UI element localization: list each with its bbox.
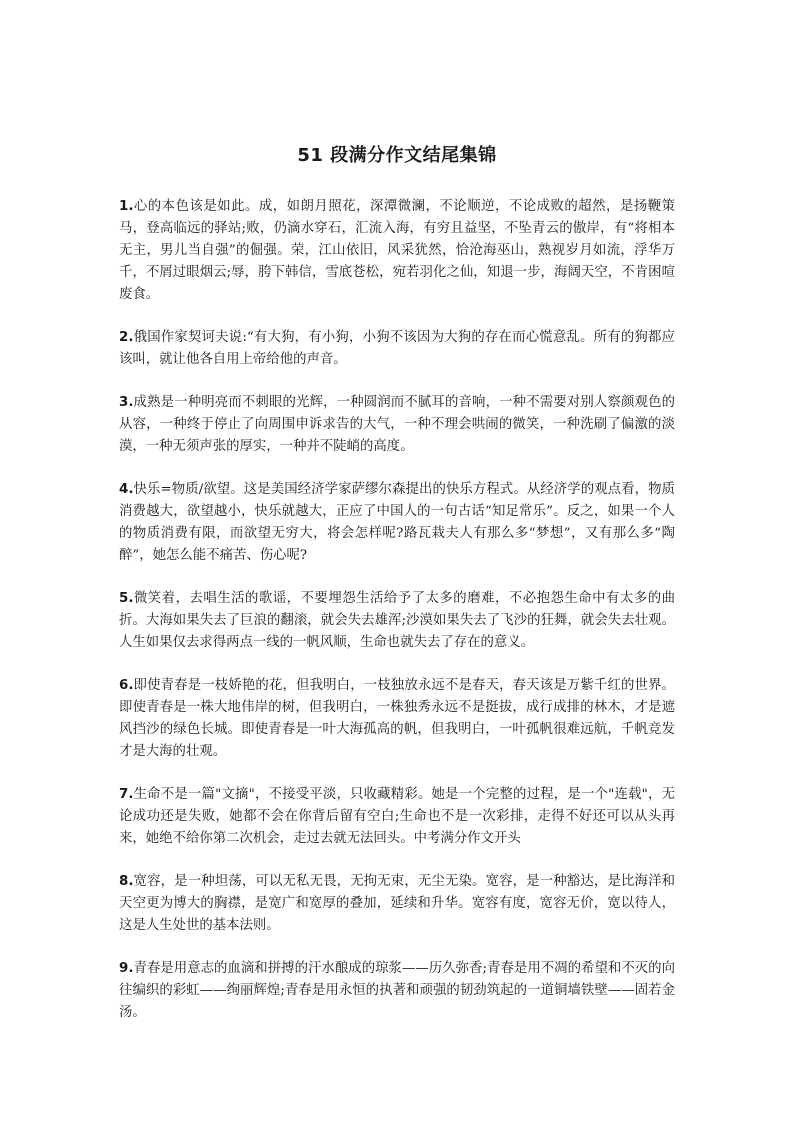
paragraph-text: 快乐=物质/欲望。这是美国经济学家萨缪尔森提出的快乐方程式。从经济学的观点看，物质消费越大，欲望越小，快乐就越大，正应了中国人的一句古话“知足常乐”。反之，如果一个人的物质消费有限，而欲望无穷大，将会怎样呢?路瓦栽夫人有那么多“梦想”，又有那么多“陶醉”，她怎么能不痛苦、伤心呢? xyxy=(119,482,675,563)
paragraph-number: 2. xyxy=(119,330,134,345)
paragraph-number: 4. xyxy=(119,482,134,497)
paragraph-6 xyxy=(119,675,675,763)
paragraph-7 xyxy=(119,784,675,850)
paragraph-text: 即使青春是一枝娇艳的花，但我明白，一枝独放永远不是春天，春天该是万紫千红的世界。即使青春是一株大地伟岸的树，但我明白，一株独秀永远不是挺拔，成行成排的林木，才是遮风挡沙的绿色长城。即使青春是一叶大海孤高的帆，但我明白，一叶孤帆很难远航，千帆竞发才是大海的壮观。 xyxy=(119,678,675,759)
document-title: 51 段满分作文结尾集锦 xyxy=(297,145,497,166)
paragraph-number: 8. xyxy=(119,874,134,889)
paragraph-text: 成熟是一种明亮而不刺眼的光辉，一种圆润而不腻耳的音响，一种不需要对别人察颜观色的从容，一种终于停止了向周围申诉求告的大气，一种不理会哄闹的微笑，一种洗刷了偏激的淡漠，一种无须声张的厚实，一种并不陡峭的高度。 xyxy=(119,395,675,454)
paragraph-text: 宽容，是一种坦荡，可以无私无畏，无拘无束，无尘无染。宽容，是一种豁达，是比海洋和天空更为博大的胸襟，是宽广和宽厚的叠加，延续和升华。宽容有度，宽容无价，宽以待人，这是人生处世的基本法则。 xyxy=(119,874,675,933)
paragraph-text: 青春是用意志的血滴和拼搏的汗水酿成的琼浆——历久弥香;青春是用不凋的希望和不灭的向往编织的彩虹——绚丽辉煌;青春是用永恒的执著和顽强的韧劲筑起的一道铜墙铁壁——固若金汤。 xyxy=(119,961,675,1020)
paragraph-5 xyxy=(119,588,675,654)
paragraph-number: 5. xyxy=(119,591,134,606)
paragraph-number: 3. xyxy=(119,395,134,410)
paragraph-number: 7. xyxy=(119,787,134,802)
paragraph-8 xyxy=(119,871,675,937)
paragraph-text: 生命不是一篇"文摘"，不接受平淡，只收藏精彩。她是一个完整的过程，是一个"连载"，无论成功还是失败，她都不会在你背后留有空白;生命也不是一次彩排，走得不好还可以从头再来，她绝不给你第二次机会，走过去就无法回头。中考满分作文开头 xyxy=(119,787,675,846)
paragraph-4 xyxy=(119,479,675,567)
paragraph-2 xyxy=(119,327,675,371)
paragraph-1 xyxy=(119,196,675,306)
paragraph-number: 9. xyxy=(119,961,134,976)
paragraph-number: 6. xyxy=(119,678,134,693)
paragraph-9 xyxy=(119,958,675,1024)
document-body xyxy=(119,196,675,1045)
paragraph-text: 心的本色该是如此。成，如朗月照花，深潭微澜，不论顺逆，不论成败的超然，是扬鞭策马，登高临远的驿站;败，仍滴水穿石，汇流入海，有穷且益坚，不坠青云的傲岸，有“将相本无主，男儿当自强”的倔强。荣，江山依旧，风采犹然，恰沧海巫山，熟视岁月如流，浮华万千，不屑过眼烟云;辱，胯下韩信，雪底苍松，宛若羽化之仙，知退一步，海阔天空，不肯困喧废食。 xyxy=(119,199,675,302)
paragraph-text: 微笑着，去唱生活的歌谣，不要埋怨生活给予了太多的磨难，不必抱怨生命中有太多的曲折。大海如果失去了巨浪的翻滚，就会失去雄浑;沙漠如果失去了飞沙的狂舞，就会失去壮观。人生如果仅去求得两点一线的一帆风顺，生命也就失去了存在的意义。 xyxy=(119,591,675,650)
paragraph-number: 1. xyxy=(119,199,134,214)
paragraph-text: 俄国作家契诃夫说:“有大狗，有小狗，小狗不该因为大狗的存在而心慌意乱。所有的狗都应该叫，就让他各自用上帝给他的声音。 xyxy=(119,330,675,367)
paragraph-3 xyxy=(119,392,675,458)
